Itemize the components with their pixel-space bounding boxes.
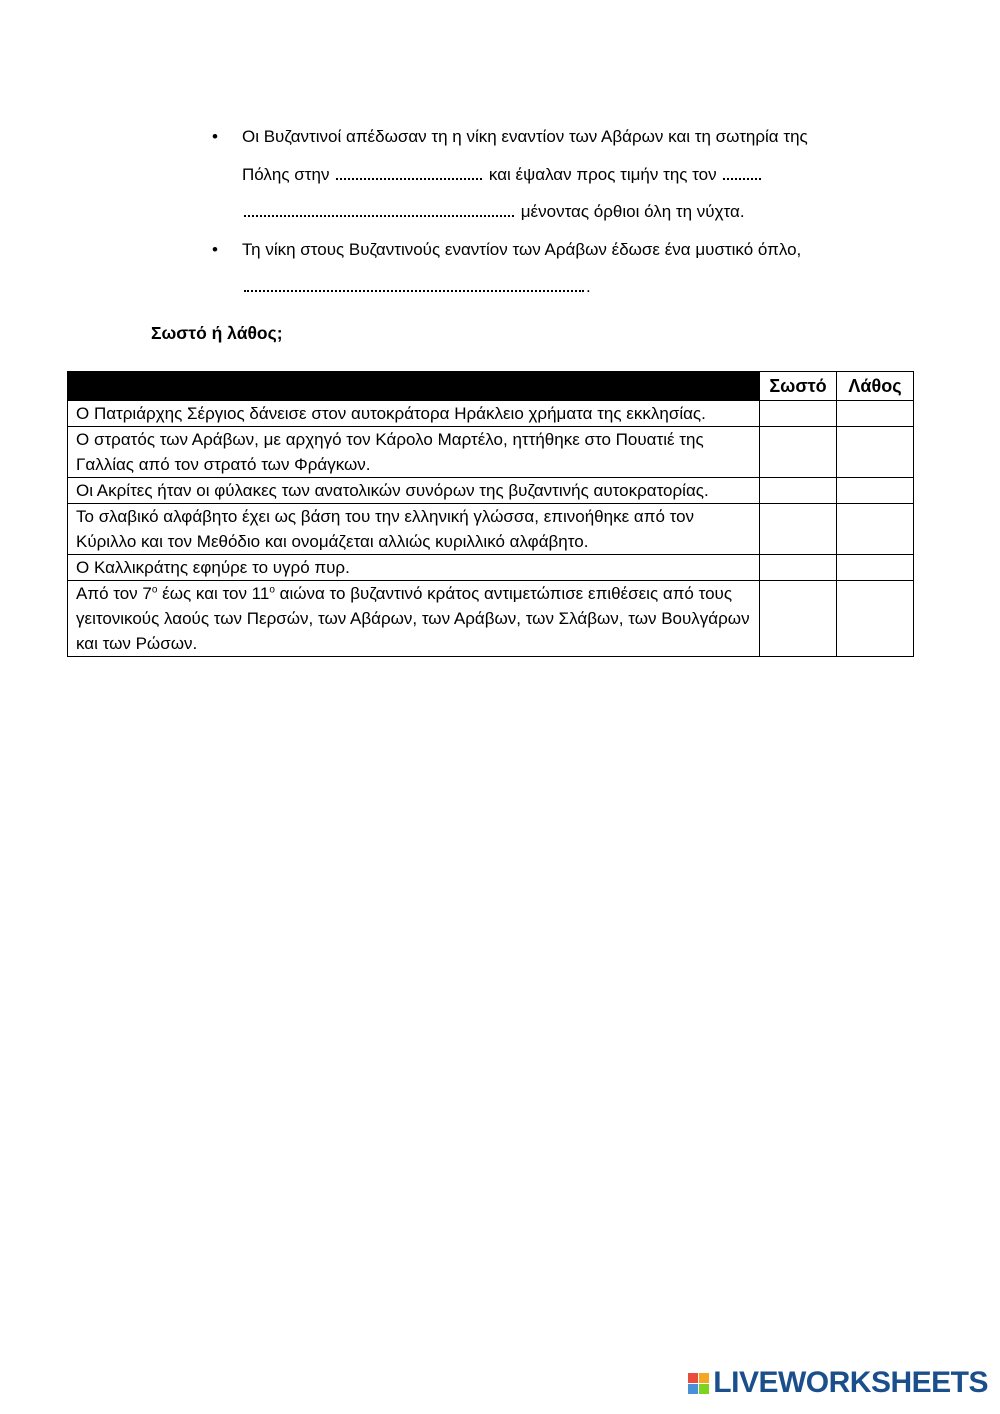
logo-square-3 xyxy=(688,1384,698,1394)
true-false-table xyxy=(67,371,914,657)
logo-square-4 xyxy=(699,1384,709,1394)
table-row xyxy=(68,581,914,657)
wrong-answer-cell[interactable] xyxy=(837,504,914,555)
table-row xyxy=(68,504,914,555)
logo-square-1 xyxy=(688,1373,698,1383)
bullet-item-1 xyxy=(212,118,852,231)
correct-answer-cell[interactable] xyxy=(760,504,837,555)
wrong-answer-cell[interactable] xyxy=(837,555,914,581)
fill-in-bullets xyxy=(212,118,852,306)
table-row xyxy=(68,401,914,427)
ordinal-superscript: ο xyxy=(151,584,158,596)
bullet-1-text-c: μένοντας όρθιοι όλη τη νύχτα. xyxy=(520,202,745,221)
statement-cell: Ο Πατριάρχης Σέργιος δάνεισε στον αυτοκράτορα Ηράκλειο χρήματα της εκκλησίας. xyxy=(68,401,760,427)
bullet-item-2 xyxy=(212,231,852,306)
bullet-2-text-a: Τη νίκη στους Βυζαντινούς εναντίον των Αράβων έδωσε ένα μυστικό όπλο, xyxy=(242,239,802,259)
wrong-answer-cell[interactable] xyxy=(837,581,914,657)
correct-answer-cell[interactable] xyxy=(760,555,837,581)
wrong-answer-cell[interactable] xyxy=(837,478,914,504)
bullet-2-text-b: . xyxy=(586,277,591,296)
statement-part: έως και τον 11 xyxy=(157,584,270,603)
blank-field-1[interactable] xyxy=(336,177,482,180)
table-row xyxy=(68,427,914,478)
table-header-row xyxy=(68,372,914,401)
bullet-1-text-a: Οι Βυζαντινοί απέδωσαν τη η νίκη εναντίον των Αβάρων και τη σωτηρία της Πόλης στην xyxy=(242,127,808,184)
statement-cell xyxy=(68,581,760,657)
header-wrong: Λάθος xyxy=(837,372,914,401)
statement-part: Από τον 7 xyxy=(76,584,152,603)
correct-answer-cell[interactable] xyxy=(760,427,837,478)
liveworksheets-logo xyxy=(688,1366,988,1400)
statement-cell: Ο Καλλικράτης εφηύρε το υγρό πυρ. xyxy=(68,555,760,581)
bullet-dot-icon: • xyxy=(212,127,218,146)
correct-answer-cell[interactable] xyxy=(760,401,837,427)
wrong-answer-cell[interactable] xyxy=(837,427,914,478)
statement-cell: Το σλαβικό αλφάβητο έχει ως βάση του την ελληνική γλώσσα, επινοήθηκε από τον Κύριλλο και τον Μεθόδιο και ονομάζεται αλλιώς κυριλλικό αλφάβητο. xyxy=(68,504,760,555)
ordinal-superscript: ο xyxy=(269,584,275,596)
header-correct: Σωστό xyxy=(760,372,837,401)
bullet-1-text-b: και έψαλαν προς τιμήν της τον xyxy=(488,164,717,184)
wrong-answer-cell[interactable] xyxy=(837,401,914,427)
table-row xyxy=(68,555,914,581)
logo-square-2 xyxy=(699,1373,709,1383)
logo-mark-icon xyxy=(688,1373,709,1394)
correct-answer-cell[interactable] xyxy=(760,478,837,504)
bullet-dot-icon: • xyxy=(212,239,218,259)
table-row xyxy=(68,478,914,504)
statement-cell: Οι Ακρίτες ήταν οι φύλακες των ανατολικών συνόρων της βυζαντινής αυτοκρατορίας. xyxy=(68,478,760,504)
blank-field-3[interactable] xyxy=(244,214,514,217)
header-statement-cell xyxy=(68,372,760,401)
correct-answer-cell[interactable] xyxy=(760,581,837,657)
statement-part: αιώνα το βυζαντινό κράτος αντιμετώπισε επιθέσεις από τους γειτονικούς λαούς των Περσών, των Αβάρων, των Αράβων, των Σλάβων, των Βουλγάρων και των Ρώσων. xyxy=(76,584,750,653)
blank-field-4[interactable] xyxy=(244,289,584,292)
logo-text: LIVEWORKSHEETS xyxy=(713,1366,988,1399)
blank-field-2[interactable] xyxy=(723,177,761,180)
statement-cell: Ο στρατός των Αράβων, με αρχηγό τον Κάρολο Μαρτέλο, ηττήθηκε στο Πουατιέ της Γαλλίας από τον στρατό των Φράγκων. xyxy=(68,427,760,478)
section-title: Σωστό ή λάθος; xyxy=(151,323,283,343)
